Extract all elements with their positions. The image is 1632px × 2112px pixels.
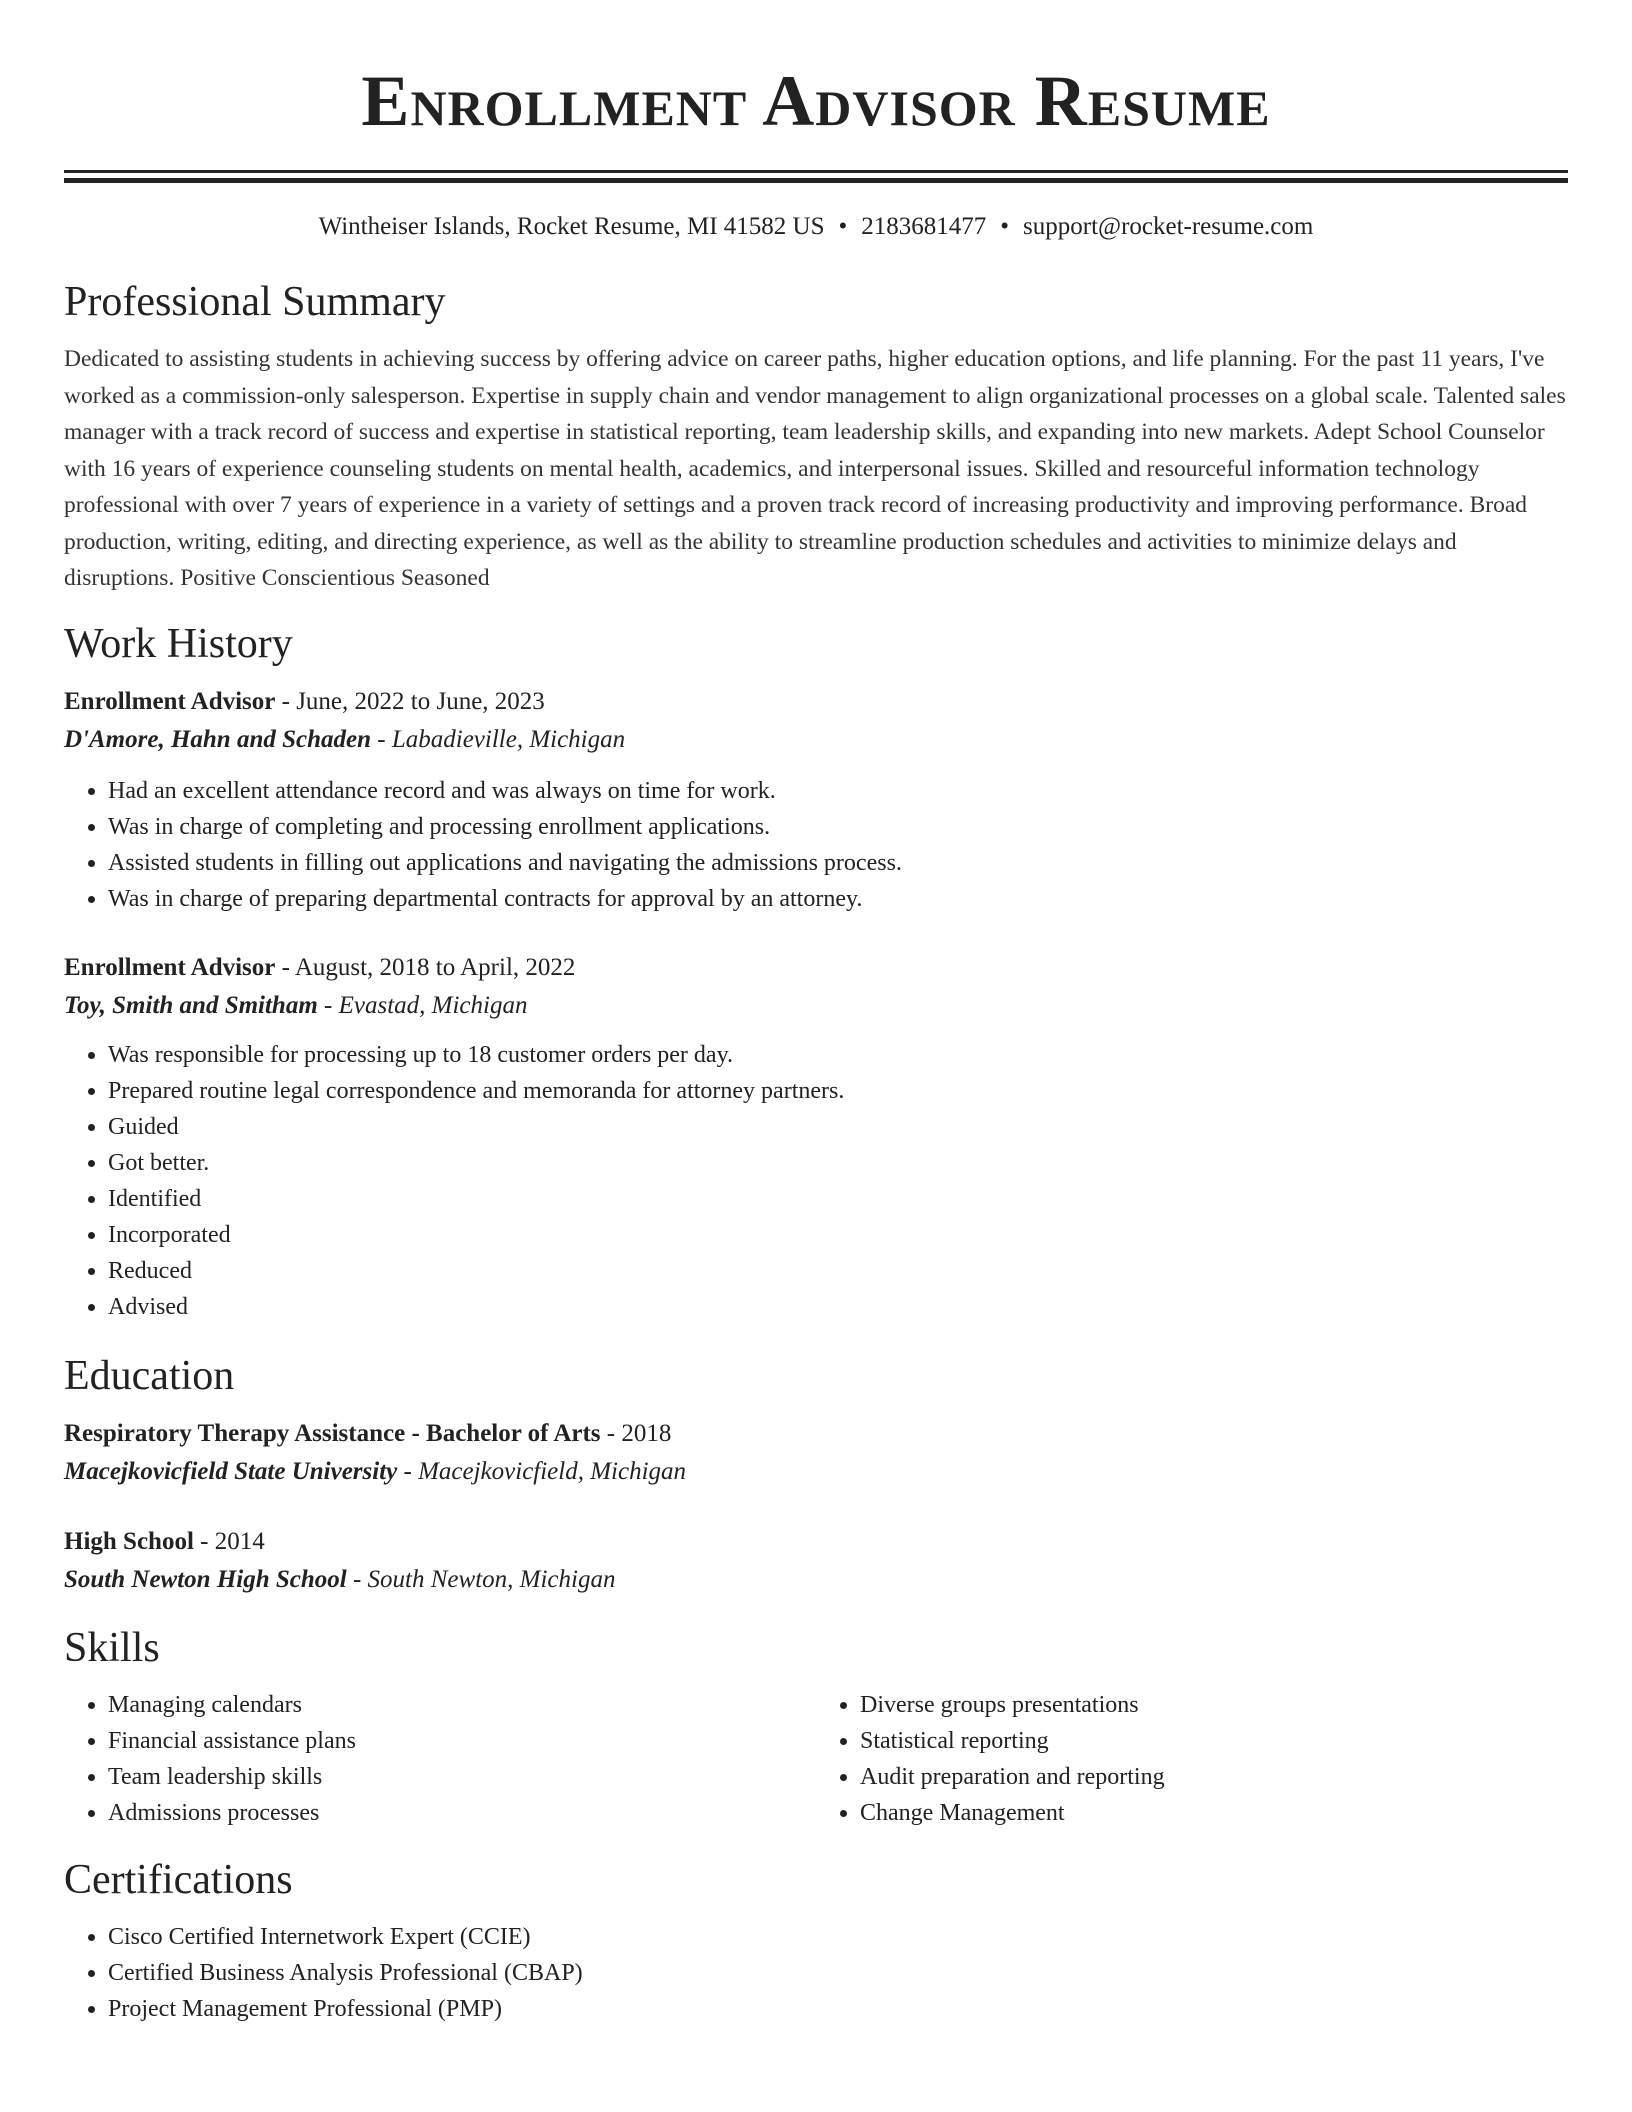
list-item: • Was in charge of preparing departmental contracts for approval by an attorney. [108, 881, 1568, 917]
education-location: - South Newton, Michigan [346, 1565, 616, 1593]
skills-column-left [64, 1687, 816, 1831]
list-item: • Certified Business Analysis Professional (CBAP) [108, 1955, 1568, 1991]
job-role: Enrollment Advisor [64, 953, 276, 981]
skills-column-right [816, 1687, 1568, 1831]
job-entry [64, 683, 1568, 917]
education-school: South Newton High School [64, 1565, 347, 1593]
list-item: • Managing calendars [108, 1687, 816, 1723]
list-item: • Guided [108, 1109, 1568, 1145]
skills-heading: Skills [64, 1624, 160, 1671]
summary-heading: Professional Summary [64, 279, 446, 325]
job-title-line [64, 949, 1568, 987]
contact-separator: • [1000, 213, 1010, 240]
list-item: • Team leadership skills [108, 1759, 816, 1795]
job-company-line [64, 987, 1568, 1025]
list-item: • Diverse groups presentations [860, 1687, 1568, 1723]
certifications-list [64, 1919, 1568, 2027]
job-role: Enrollment Advisor [64, 687, 276, 715]
list-item: • Advised [108, 1289, 1568, 1325]
education-degree-line [64, 1415, 1568, 1453]
education-school: Macejkovicfield State University [64, 1457, 398, 1485]
list-item: • Change Management [860, 1795, 1568, 1831]
list-item: • Assisted students in filling out applications and navigating the admissions process. [108, 845, 1568, 881]
contact-line [64, 211, 1568, 243]
education-degree: Respiratory Therapy Assistance - Bachelor of Arts [64, 1419, 601, 1447]
certifications-heading: Certifications [64, 1856, 293, 1903]
job-location: - Evastad, Michigan [317, 991, 528, 1019]
job-entry [64, 949, 1568, 1325]
list-item: • Statistical reporting [860, 1723, 1568, 1759]
list-item: • Financial assistance plans [108, 1723, 816, 1759]
education-year: - 2018 [600, 1419, 672, 1447]
contact-phone: 2183681477 [861, 213, 987, 240]
list-item: • Audit preparation and reporting [860, 1759, 1568, 1795]
education-entry [64, 1415, 1568, 1491]
contact-email: support@rocket-resume.com [1023, 213, 1314, 240]
title-rule-top [64, 170, 1568, 173]
job-company: D'Amore, Hahn and Schaden [64, 725, 372, 753]
work-history-heading: Work History [64, 620, 293, 667]
job-bullets [64, 773, 1568, 917]
title-rule-bottom [64, 178, 1568, 183]
job-company: Toy, Smith and Smitham [64, 991, 318, 1019]
list-item: • Got better. [108, 1145, 1568, 1181]
list-item: • Project Management Professional (PMP) [108, 1991, 1568, 2027]
contact-separator: • [838, 213, 848, 240]
education-entry [64, 1523, 1568, 1599]
education-location: - Macejkovicfield, Michigan [397, 1457, 687, 1485]
summary-text: Dedicated to assisting students in achieving success by offering advice on career paths, higher education options, and life planning. For the past 11 years, I've worked as a commission-only salesperson. Expertise in supply chain and vendor management to align organizational processes on a global scale. Talented sales manager with a track record of success and expertise in statistical reporting, team leadership skills, and expanding into new markets. Adept School Counselor with 16 years of experience counseling students on mental health, academics, and interpersonal issues. Skilled and resourceful information technology professional with over 7 years of experience in a variety of settings and a proven track record of increasing productivity and improving performance. Broad production, writing, editing, and directing experience, as well as the ability to streamline production schedules and activities to minimize delays and disruptions. Positive Conscientious Seasoned [64, 346, 1566, 591]
contact-address: Wintheiser Islands, Rocket Resume, MI 41582 US [318, 213, 825, 240]
list-item: • Was in charge of completing and processing enrollment applications. [108, 809, 1568, 845]
job-title-line [64, 683, 1568, 721]
job-location: - Labadieville, Michigan [371, 725, 626, 753]
list-item: • Reduced [108, 1253, 1568, 1289]
education-degree: High School [64, 1527, 194, 1555]
list-item: • Cisco Certified Internetwork Expert (CCIE) [108, 1919, 1568, 1955]
resume-title: Enrollment Advisor Resume [361, 61, 1271, 141]
list-item: • Incorporated [108, 1217, 1568, 1253]
list-item: • Was responsible for processing up to 18 customer orders per day. [108, 1037, 1568, 1073]
list-item: • Admissions processes [108, 1795, 816, 1831]
education-degree-line [64, 1523, 1568, 1561]
job-company-line [64, 721, 1568, 759]
education-school-line [64, 1561, 1568, 1599]
skills-grid [64, 1687, 1568, 1831]
job-bullets [64, 1037, 1568, 1325]
job-dates: - August, 2018 to April, 2022 [275, 953, 576, 981]
list-item: • Had an excellent attendance record and was always on time for work. [108, 773, 1568, 809]
education-school-line [64, 1453, 1568, 1491]
job-dates: - June, 2022 to June, 2023 [275, 687, 545, 715]
education-heading: Education [64, 1352, 235, 1399]
list-item: • Identified [108, 1181, 1568, 1217]
list-item: • Prepared routine legal correspondence and memoranda for attorney partners. [108, 1073, 1568, 1109]
education-year: - 2014 [193, 1527, 265, 1555]
